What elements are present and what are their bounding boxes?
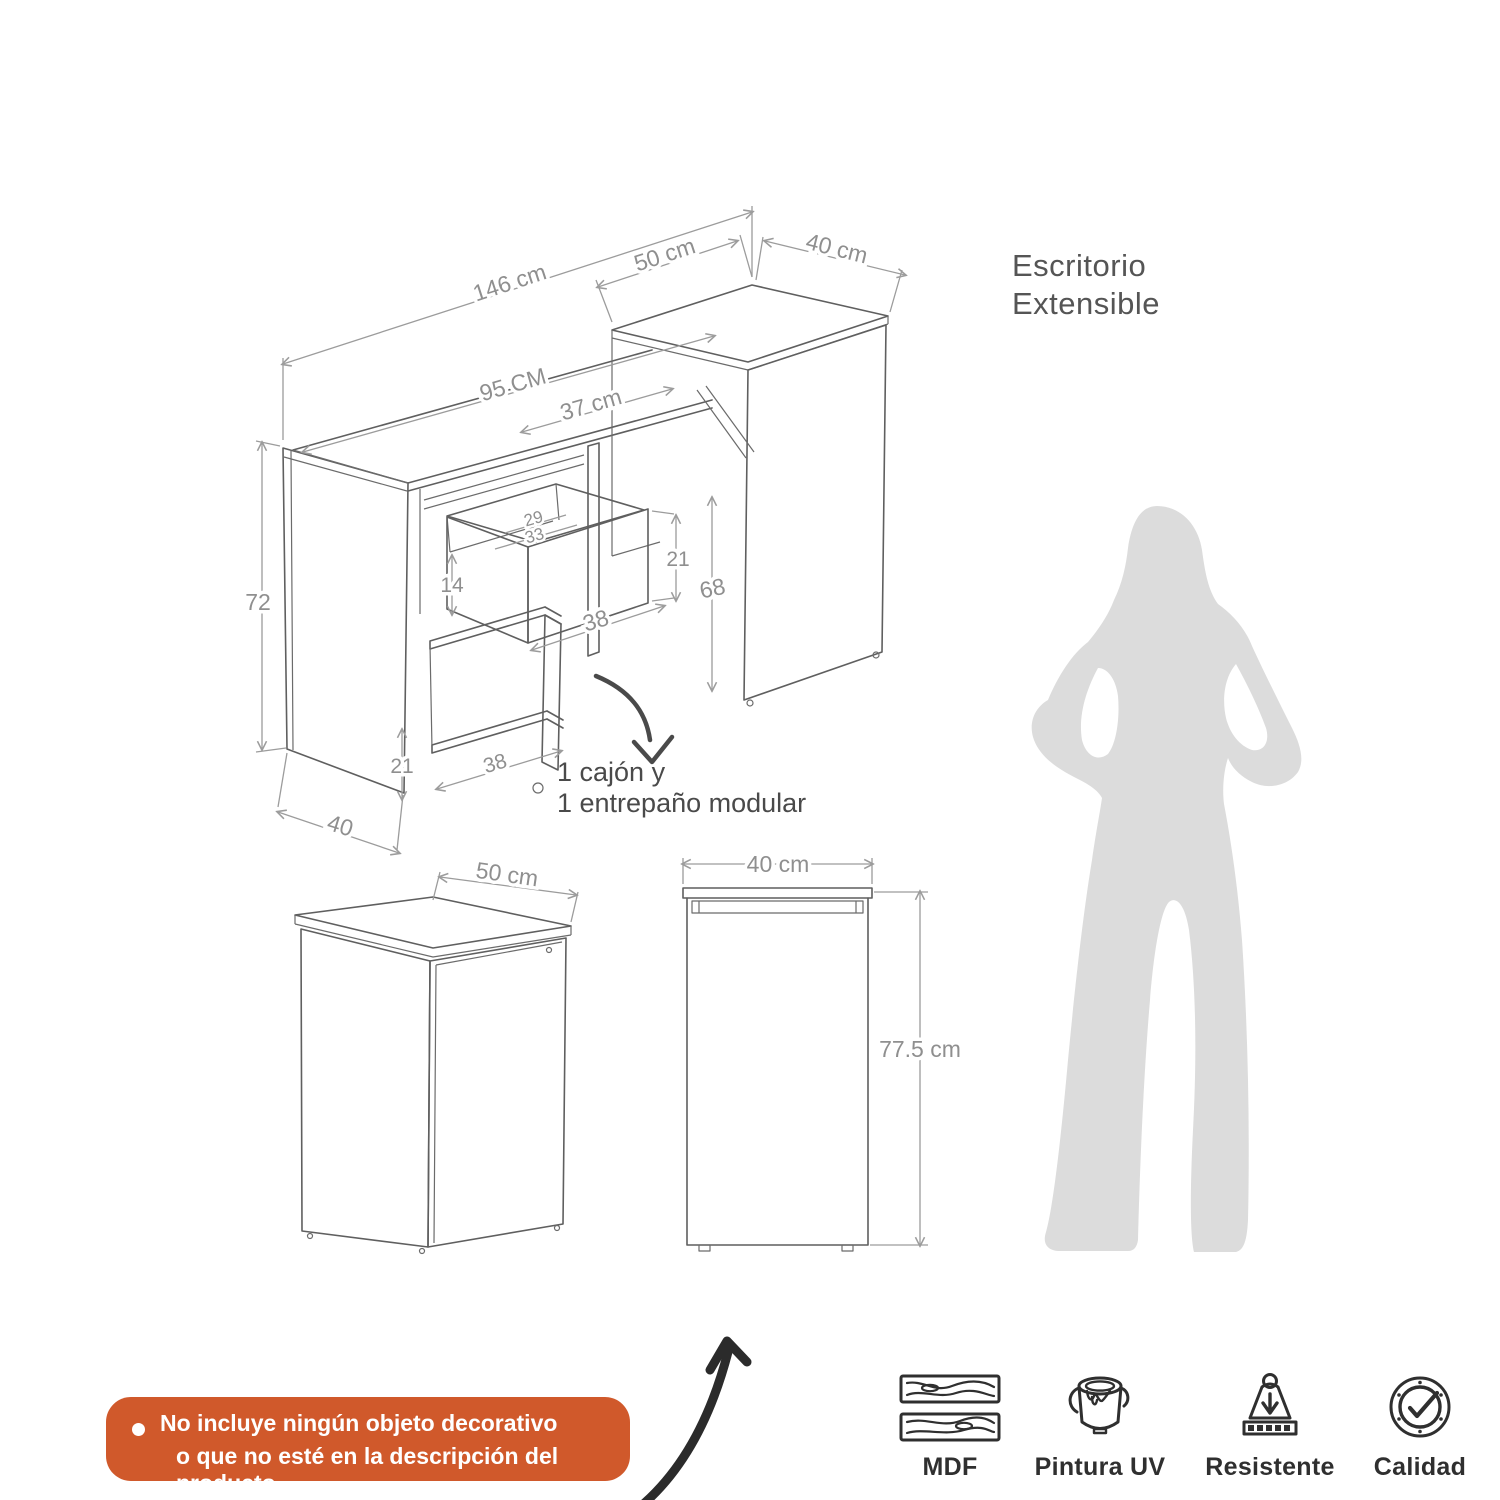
quality-check-badge-icon — [1382, 1372, 1458, 1444]
dim-desk-height: 72 — [245, 589, 271, 615]
dim-cabinet-inner-height: 68 — [697, 572, 728, 604]
dim-desk-surface-length: 95 CM — [476, 362, 549, 407]
dim-shelf-height: 21 — [390, 755, 414, 778]
feature-resistente — [1195, 1372, 1345, 1482]
dim-desk-surface-depth: 37 cm — [557, 383, 625, 426]
modular-pointer-arrow — [596, 676, 672, 762]
dim-module-iso-top-width: 50 cm — [474, 856, 540, 892]
dim-shelf-width: 38 — [480, 749, 510, 779]
disclaimer-line1: No incluye ningún objeto decorativo — [160, 1410, 558, 1436]
dim-drawer-front-height: 21 — [666, 548, 690, 571]
modular-annotation-line1: 1 cajón y — [557, 757, 666, 787]
paint-bucket-icon — [1062, 1372, 1138, 1444]
feature-label-mdf: MDF — [922, 1453, 978, 1481]
feature-label-resistente: Resistente — [1205, 1453, 1335, 1481]
dim-cabinet-top-width: 50 cm — [630, 232, 699, 277]
weight-icon — [1232, 1372, 1308, 1444]
dim-drawer-inner-width: 29 — [521, 506, 546, 531]
wood-grain-icon — [898, 1372, 1002, 1444]
modular-annotation — [557, 757, 877, 819]
feature-pintura-uv — [1025, 1372, 1175, 1482]
feature-calidad — [1345, 1372, 1495, 1482]
dim-desk-base-depth: 40 — [324, 809, 357, 842]
disclaimer-banner — [106, 1397, 630, 1496]
disclaimer-line2: o que no esté en la descripción del producto. — [176, 1443, 559, 1496]
product-title-line2: Extensible — [1012, 286, 1161, 321]
dim-drawer-width: 38 — [579, 604, 612, 637]
dim-drawer-inner-length: 33 — [522, 523, 547, 548]
dim-module-front-width: 40 cm — [746, 851, 810, 877]
bullet-dot-icon — [132, 1423, 145, 1436]
main-desk-drawing — [283, 285, 888, 793]
dim-cabinet-top-depth: 40 cm — [803, 228, 871, 269]
dim-module-front-height: 77.5 cm — [879, 1036, 961, 1062]
human-scale-silhouette — [1032, 506, 1302, 1252]
dim-drawer-depth: 14 — [440, 574, 464, 597]
product-title-line1: Escritorio — [1012, 248, 1147, 283]
product-title — [1012, 247, 1272, 323]
dim-total-length: 146 cm — [469, 258, 550, 307]
module-front-view — [683, 851, 961, 1251]
module-iso-view — [295, 857, 578, 1254]
feature-label-pintura-uv: Pintura UV — [1034, 1453, 1166, 1481]
modular-annotation-line2: 1 entrepaño modular — [557, 788, 807, 818]
feature-label-calidad: Calidad — [1373, 1453, 1467, 1481]
feature-mdf — [875, 1372, 1025, 1482]
